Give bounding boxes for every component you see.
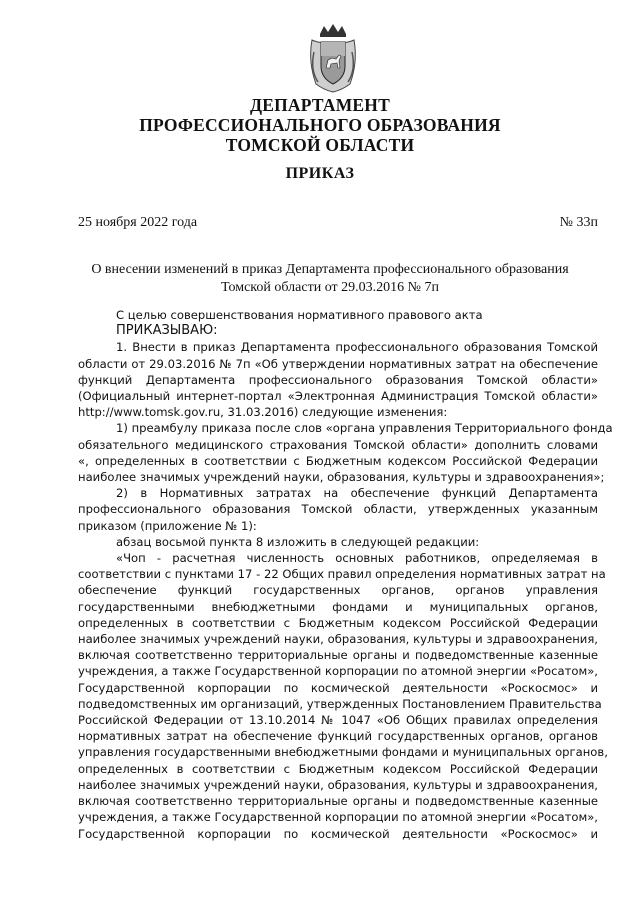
body-line: приказом (приложение № 1): bbox=[78, 518, 257, 533]
body-line: нормативных затрат на обеспечение функций государственных органов, органов bbox=[78, 729, 598, 744]
body-line: управления государственными внебюджетными фондами и муниципальных органов, bbox=[78, 745, 608, 760]
body-line: профессионального образования Томской области, утвержденных указанным bbox=[78, 502, 598, 517]
body-line: Российской Федерации от 13.10.2014 № 1047 «Об Общих правилах определения bbox=[78, 713, 598, 728]
body-line: обеспечение функций государственных органов, органов управления bbox=[78, 583, 598, 598]
document-subject bbox=[60, 261, 600, 297]
body-line: 1) преамбулу приказа после слов «органа управления Территориального фонда bbox=[116, 421, 613, 436]
body-line: функций Департамента профессионального образования Томской области» bbox=[78, 372, 598, 387]
body-line: Государственной корпорации по космической деятельности «Роскосмос» и bbox=[78, 680, 598, 695]
body-line: Государственной корпорации по космической деятельности «Роскосмос» и bbox=[78, 826, 598, 841]
body-line: http://www.tomsk.gov.ru, 31.03.2016) следующие изменения: bbox=[78, 405, 448, 420]
body-line: области от 29.03.2016 № 7п «Об утверждении нормативных затрат на обеспечение bbox=[78, 356, 598, 371]
body-line: 1. Внести в приказ Департамента профессионального образования Томской bbox=[116, 340, 598, 355]
body-line: включая соответственно территориальные органы и подведомственные казенные bbox=[78, 648, 598, 663]
organization-name bbox=[0, 95, 640, 155]
body-line: «Чоп - расчетная численность основных работников, определяемая в bbox=[116, 551, 598, 566]
org-line-1: ДЕПАРТАМЕНТ bbox=[250, 95, 390, 115]
document-type: ПРИКАЗ bbox=[285, 165, 355, 182]
body-line: наиболее значимых учреждений науки, образования, культуры и здравоохранения, bbox=[78, 632, 598, 647]
body-line: наиболее значимых учреждений науки, образования, культуры и здравоохранения»; bbox=[78, 470, 605, 485]
body-line: абзац восьмой пункта 8 изложить в следующей редакции: bbox=[116, 534, 480, 549]
body-line: соответствии с пунктами 17 - 22 Общих правил определения нормативных затрат на bbox=[78, 567, 606, 582]
body-line: учреждения, а также Государственной корпорации по атомной энергии «Росатом», bbox=[78, 664, 598, 679]
body-line: обязательного медицинского страхования Томской области» дополнить словами bbox=[78, 437, 598, 452]
body-line: С целью совершенствования нормативного правового акта bbox=[116, 308, 483, 322]
body-line: включая соответственно территориальные органы и подведомственные казенные bbox=[78, 794, 598, 809]
document-body bbox=[78, 307, 613, 842]
body-line: «, определенных в соответствии с Бюджетным кодексом Российской Федерации bbox=[78, 453, 598, 468]
subject-line-1: О внесении изменений в приказ Департамента профессионального образования bbox=[91, 262, 569, 277]
document-number: № 33п bbox=[559, 215, 598, 230]
org-line-2: ПРОФЕССИОНАЛЬНОГО ОБРАЗОВАНИЯ bbox=[139, 115, 501, 135]
body-line: государственными внебюджетными фондами и муниципальных органов, bbox=[78, 599, 598, 614]
body-line: определенных в соответствии с Бюджетным кодексом Российской Федерации bbox=[78, 615, 598, 630]
org-line-3: ТОМСКОЙ ОБЛАСТИ bbox=[225, 135, 415, 155]
date-number-row bbox=[78, 215, 598, 231]
body-line: ПРИКАЗЫВАЮ: bbox=[116, 323, 218, 339]
body-line: наиболее значимых учреждений науки, образования, культуры и здравоохранения, bbox=[78, 777, 598, 792]
body-line: подведомственных им организаций, утвержденных Постановлением Правительства bbox=[78, 696, 602, 711]
coat-of-arms-icon bbox=[306, 22, 360, 94]
subject-line-2: Томской области от 29.03.2016 № 7п bbox=[221, 280, 439, 295]
document-date: 25 ноября 2022 года bbox=[78, 215, 198, 230]
body-line: определенных в соответствии с Бюджетным кодексом Российской Федерации bbox=[78, 761, 598, 776]
body-line: (Официальный интернет-портал «Электронная Администрация Томской области» bbox=[78, 389, 598, 404]
body-line: 2) в Нормативных затратах на обеспечение функций Департамента bbox=[116, 486, 598, 501]
body-line: учреждения, а также Государственной корпорации по атомной энергии «Росатом», bbox=[78, 810, 598, 825]
